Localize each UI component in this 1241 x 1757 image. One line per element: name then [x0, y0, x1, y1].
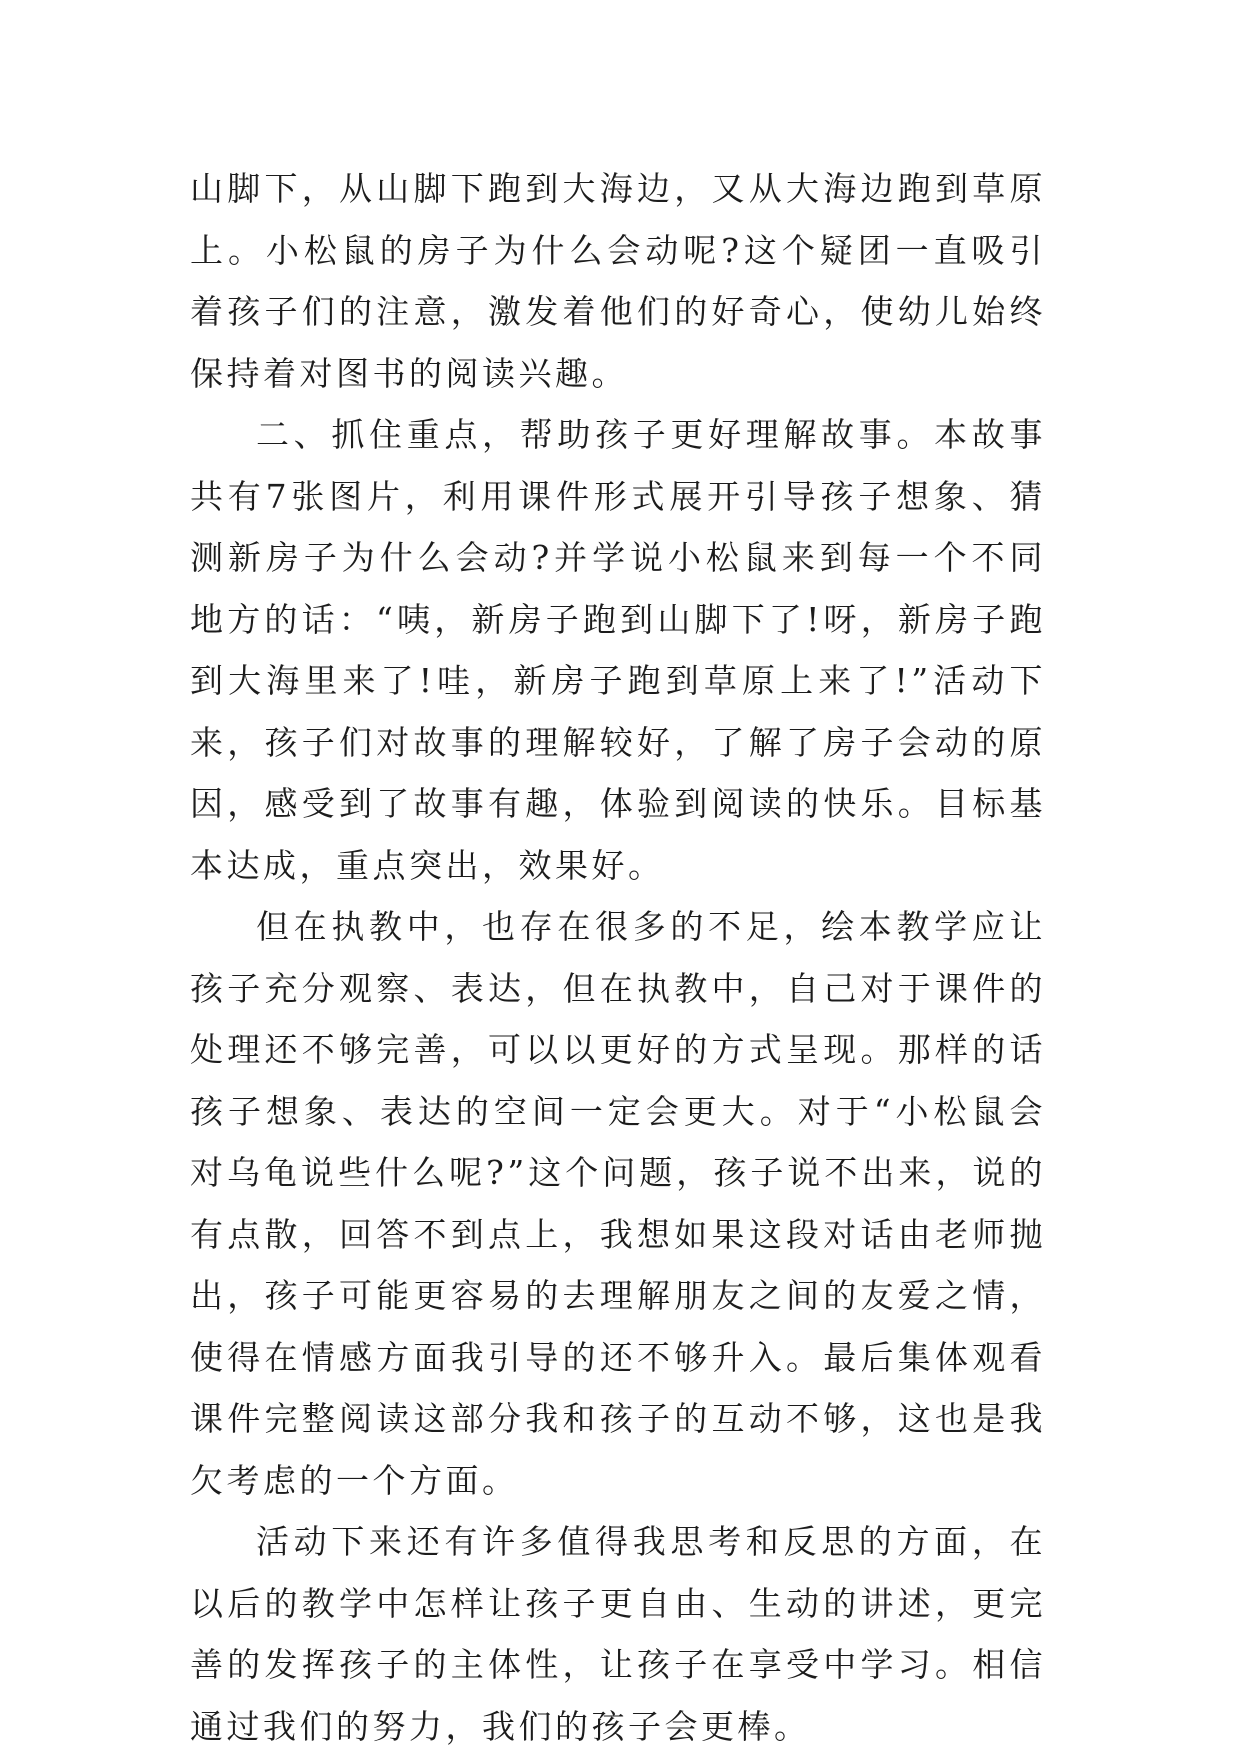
paragraph-4: 活动下来还有许多值得我思考和反思的方面，在以后的教学中怎样让孩子更自由、生动的讲述，更完善的发挥孩子的主体性，让孩子在享受中学习。相信通过我们的努力，我们的孩子会更棒。	[190, 1522, 1046, 1746]
paragraph-1: 山脚下，从山脚下跑到大海边，又从大海边跑到草原上。小松鼠的房子为什么会动呢?这个疑团一直吸引着孩子们的注意，激发着他们的好奇心，使幼儿始终保持着对图书的阅读兴趣。	[190, 169, 1046, 393]
paragraph-2: 二、抓住重点，帮助孩子更好理解故事。本故事共有7张图片，利用课件形式展开引导孩子想象、猜测新房子为什么会动?并学说小松鼠来到每一个不同地方的话：“咦，新房子跑到山脚下了!呀，新房子跑到大海里来了!哇，新房子跑到草原上来了!”活动下来，孩子们对故事的理解较好，了解了房子会动的原因，感受到了故事有趣，体验到阅读的快乐。目标基本达成，重点突出，效果好。	[190, 415, 1046, 885]
paragraph-3: 但在执教中，也存在很多的不足，绘本教学应让孩子充分观察、表达，但在执教中，自己对于课件的处理还不够完善，可以以更好的方式呈现。那样的话孩子想象、表达的空间一定会更大。对于“小松鼠会对乌龟说些什么呢?”这个问题，孩子说不出来，说的有点散，回答不到点上，我想如果这段对话由老师抛出，孩子可能更容易的去理解朋友之间的友爱之情，使得在情感方面我引导的还不够升入。最后集体观看课件完整阅读这部分我和孩子的互动不够，这也是我欠考虑的一个方面。	[190, 907, 1046, 1500]
body-text	[190, 158, 1046, 1757]
